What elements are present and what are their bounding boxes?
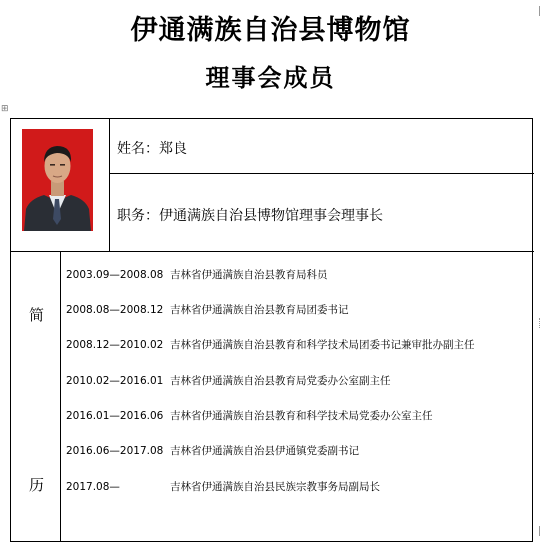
resume-entry [66,373,391,388]
resume-entries [61,252,532,541]
entry-period: 2008.08—2008.12 [66,304,164,316]
role-cell [110,174,534,252]
portrait-figure [22,129,93,231]
resume-entry [66,302,349,317]
resume-label-top: 简 [29,306,45,324]
entry-description: 吉林省伊通满族自治县教育局科员 [170,269,328,281]
photo-cell [11,119,110,252]
document-title: 伊通满族自治县博物馆 [130,15,411,46]
member-portrait [22,129,93,231]
resume-label-cell [11,252,61,541]
entry-period: 2016.01—2016.06 [66,410,164,422]
resume-entry [66,337,475,352]
entry-period: 2010.02—2016.01 [66,375,164,387]
entry-description: 吉林省伊通满族自治县教育局党委办公室副主任 [170,375,391,387]
margin-marker [536,6,540,16]
resume-entry [66,267,328,282]
entry-description: 吉林省伊通满族自治县伊通镇党委副书记 [170,445,359,457]
name-label: 姓名： [117,141,159,157]
role-value: 伊通满族自治县博物馆理事会理事长 [159,208,383,224]
entry-period: 2017.08— [66,481,120,493]
entry-description: 吉林省伊通满族自治县教育局团委书记 [170,304,349,316]
entry-description: 吉林省伊通满族自治县教育和科学技术局团委书记兼审批办副主任 [170,339,475,351]
document-subtitle: 理事会成员 [205,63,336,92]
role-line [117,205,383,225]
role-label: 职务： [117,208,159,224]
table-anchor-icon[interactable]: ⊞ [1,104,9,114]
entry-period: 2008.12—2010.02 [66,339,164,351]
name-line [117,138,187,158]
resume-entry [66,408,433,423]
entry-description: 吉林省伊通满族自治县教育和科学技术局党委办公室主任 [170,410,433,422]
margin-marker [536,526,540,536]
entry-description: 吉林省伊通满族自治县民族宗教事务局副局长 [170,481,380,493]
resume-entry [66,443,359,458]
name-value: 郑良 [159,141,187,157]
entry-period: 2016.06—2017.08 [66,445,164,457]
resume-entry [66,479,380,494]
resume-label-bottom: 历 [29,476,45,494]
name-cell [110,119,534,174]
margin-marker [536,318,540,328]
entry-period: 2003.09—2008.08 [66,269,164,281]
member-table [10,118,533,542]
